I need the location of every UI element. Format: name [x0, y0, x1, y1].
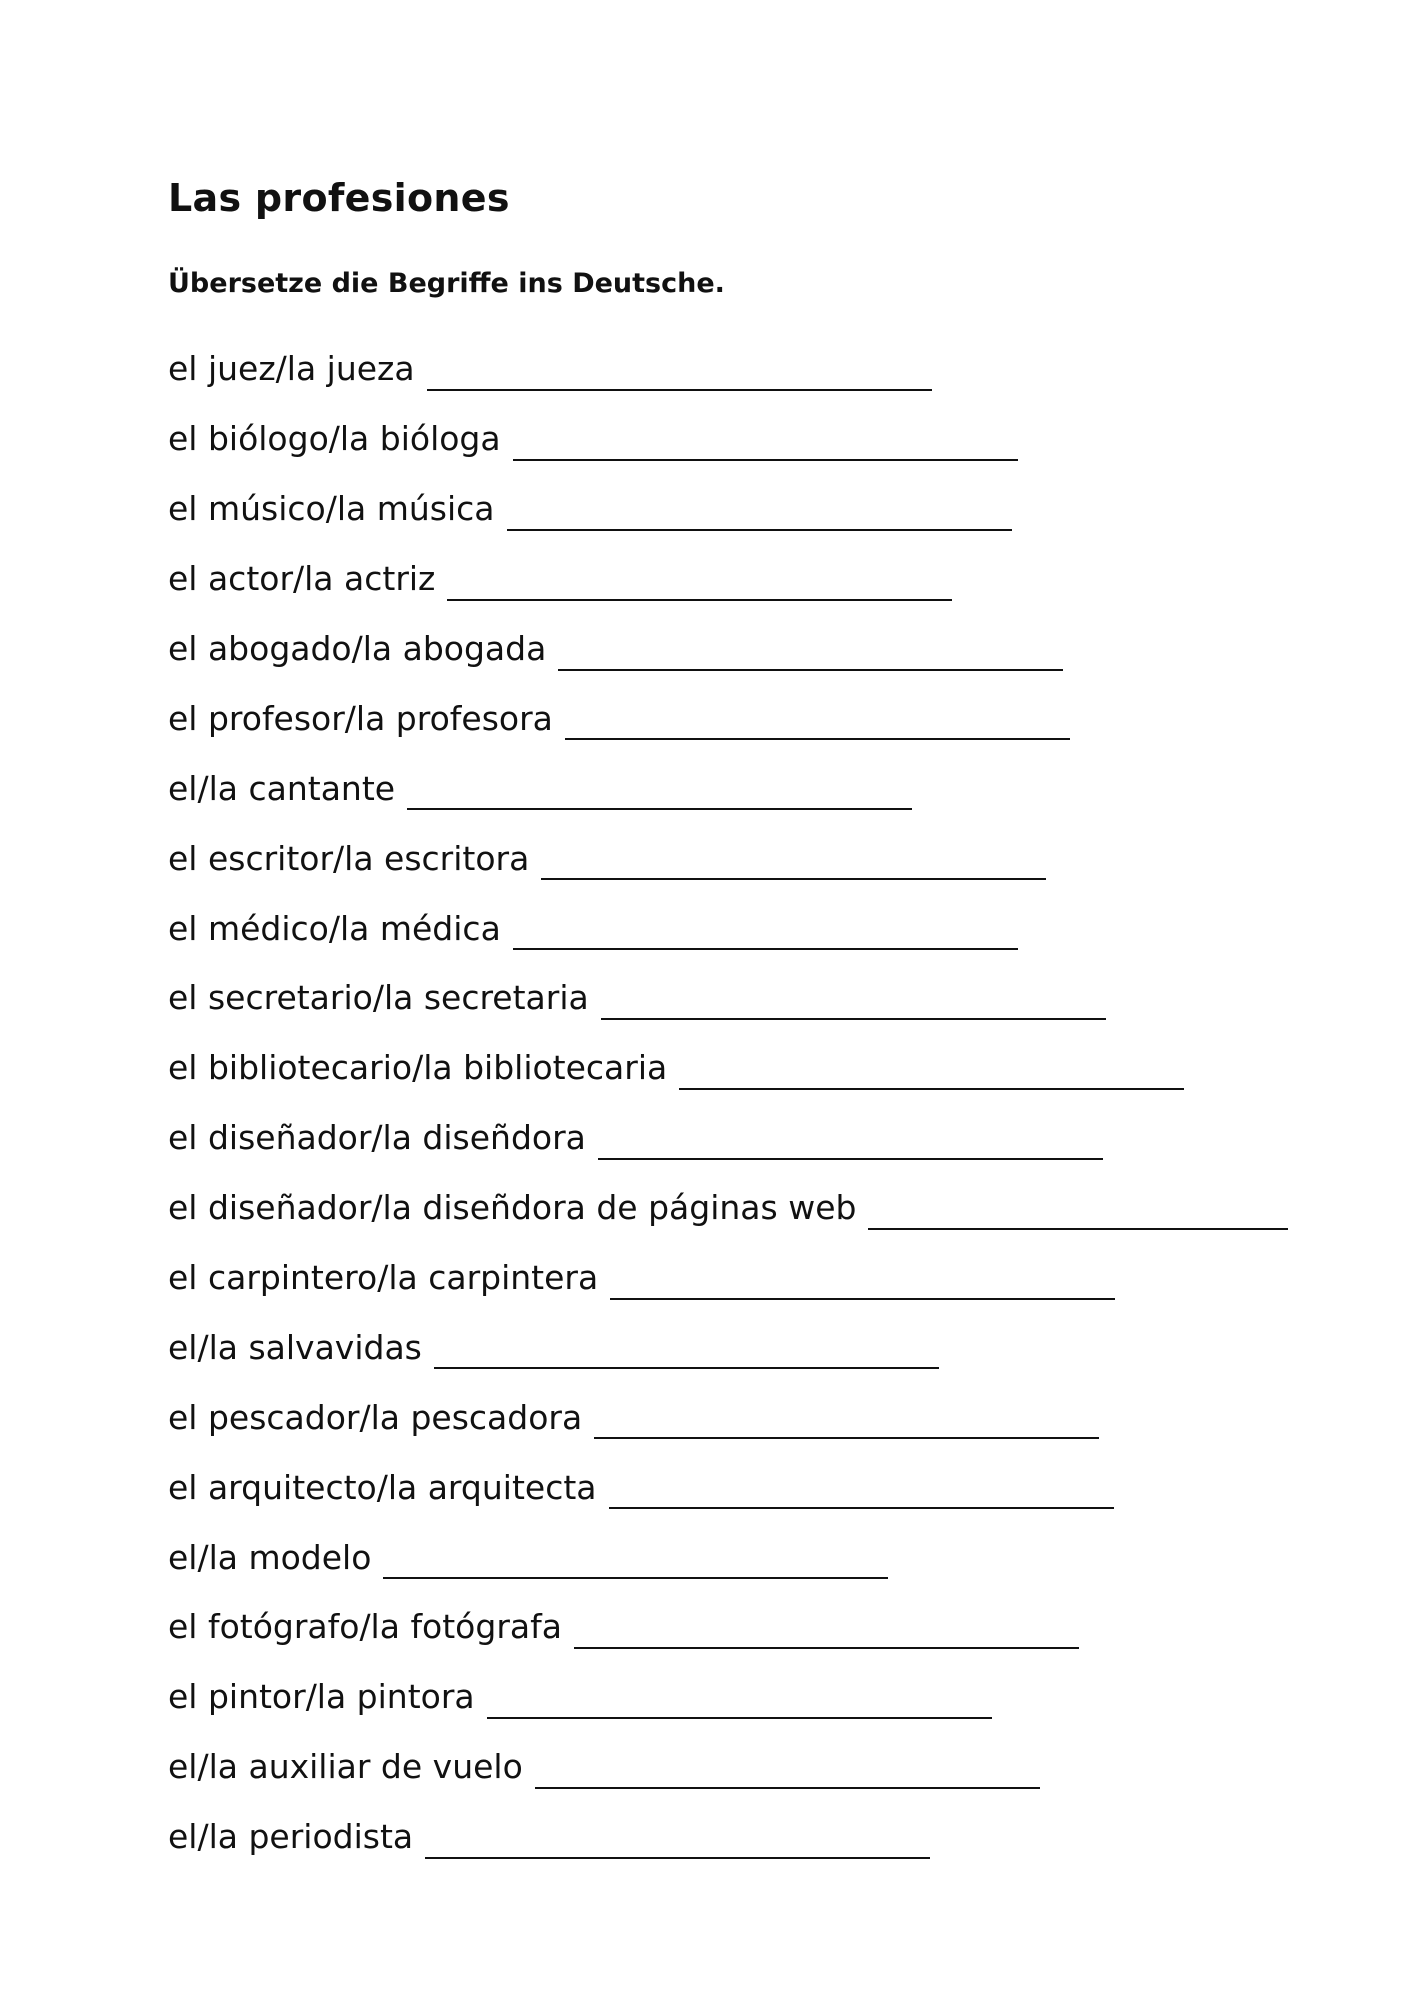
- spanish-term: el/la periodista: [168, 1817, 414, 1857]
- spanish-term: el arquitecto/la arquitecta: [168, 1467, 597, 1507]
- list-item: [168, 1592, 1348, 1662]
- list-item: [168, 1732, 1348, 1802]
- spanish-term: el médico/la médica: [168, 908, 501, 948]
- spanish-term: el biólogo/la bióloga: [168, 419, 501, 459]
- spanish-term: el bibliotecario/la bibliotecaria: [168, 1048, 668, 1088]
- spanish-term: el secretario/la secretaria: [168, 978, 589, 1018]
- list-item: [168, 614, 1348, 684]
- page-title: Las profesiones: [168, 176, 510, 220]
- spanish-term: el pintor/la pintora: [168, 1677, 475, 1717]
- list-item: [168, 1452, 1348, 1522]
- list-item: [168, 1802, 1348, 1872]
- spanish-term: el pescador/la pescadora: [168, 1397, 583, 1437]
- spanish-term: el/la salvavidas: [168, 1327, 422, 1367]
- answer-blank[interactable]: [434, 1337, 939, 1369]
- answer-blank[interactable]: [447, 569, 952, 601]
- answer-blank[interactable]: [407, 778, 912, 810]
- spanish-term: el fotógrafo/la fotógrafa: [168, 1607, 562, 1647]
- list-item: [168, 474, 1348, 544]
- answer-blank[interactable]: [601, 988, 1106, 1020]
- answer-blank[interactable]: [425, 1827, 930, 1859]
- answer-blank[interactable]: [574, 1617, 1079, 1649]
- spanish-term: el diseñador/la diseñdora de páginas web: [168, 1188, 857, 1228]
- answer-blank[interactable]: [513, 429, 1018, 461]
- answer-blank[interactable]: [868, 1198, 1288, 1230]
- answer-blank[interactable]: [383, 1547, 888, 1579]
- answer-blank[interactable]: [487, 1687, 992, 1719]
- worksheet: [168, 170, 1348, 1872]
- answer-blank[interactable]: [541, 848, 1046, 880]
- list-item: [168, 1522, 1348, 1592]
- spanish-term: el escritor/la escritora: [168, 838, 530, 878]
- list-item: [168, 1033, 1348, 1103]
- list-item: [168, 683, 1348, 753]
- vocabulary-list: [168, 334, 1348, 1872]
- instruction-text: Übersetze die Begriffe ins Deutsche.: [168, 268, 725, 299]
- list-item: [168, 334, 1348, 404]
- spanish-term: el profesor/la profesora: [168, 698, 553, 738]
- answer-blank[interactable]: [598, 1128, 1103, 1160]
- spanish-term: el músico/la música: [168, 489, 495, 529]
- list-item: [168, 1173, 1348, 1243]
- answer-blank[interactable]: [609, 1477, 1114, 1509]
- answer-blank[interactable]: [427, 359, 932, 391]
- list-item: [168, 1103, 1348, 1173]
- list-item: [168, 404, 1348, 474]
- spanish-term: el diseñador/la diseñdora: [168, 1118, 586, 1158]
- list-item: [168, 1382, 1348, 1452]
- list-item: [168, 1662, 1348, 1732]
- list-item: [168, 544, 1348, 614]
- answer-blank[interactable]: [679, 1058, 1184, 1090]
- answer-blank[interactable]: [565, 708, 1070, 740]
- spanish-term: el/la cantante: [168, 768, 396, 808]
- list-item: [168, 1312, 1348, 1382]
- spanish-term: el carpintero/la carpintera: [168, 1258, 599, 1298]
- spanish-term: el actor/la actriz: [168, 559, 436, 599]
- answer-blank[interactable]: [507, 499, 1012, 531]
- answer-blank[interactable]: [513, 918, 1018, 950]
- answer-blank[interactable]: [610, 1268, 1115, 1300]
- list-item: [168, 963, 1348, 1033]
- list-item: [168, 823, 1348, 893]
- list-item: [168, 753, 1348, 823]
- spanish-term: el/la auxiliar de vuelo: [168, 1747, 523, 1787]
- spanish-term: el/la modelo: [168, 1537, 372, 1577]
- list-item: [168, 1243, 1348, 1313]
- answer-blank[interactable]: [535, 1757, 1040, 1789]
- answer-blank[interactable]: [558, 639, 1063, 671]
- list-item: [168, 893, 1348, 963]
- spanish-term: el juez/la jueza: [168, 349, 415, 389]
- spanish-term: el abogado/la abogada: [168, 629, 547, 668]
- answer-blank[interactable]: [594, 1407, 1099, 1439]
